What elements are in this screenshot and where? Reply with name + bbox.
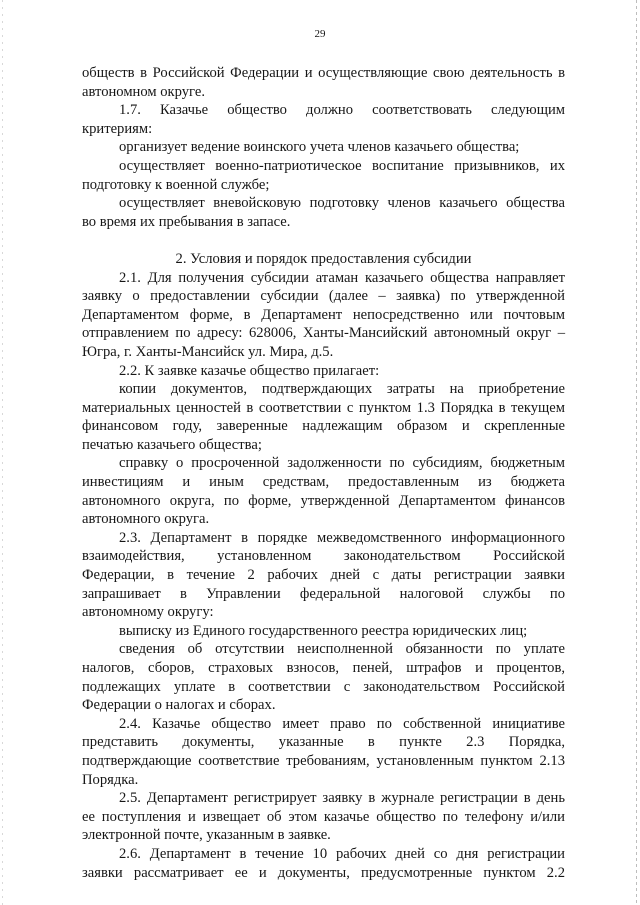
paragraph — [82, 789, 565, 845]
text-line: 2.6. Департамент в течение 10 рабочих дней со дня регистрации — [119, 845, 565, 862]
text-line: автономному округу: — [82, 604, 214, 621]
text-line: взаимодействия, установленном законодательством Российской — [82, 548, 565, 565]
paragraph — [82, 157, 565, 194]
paragraph — [82, 101, 565, 138]
text-line: запрашивает в Управлении федеральной налоговой службы по — [82, 585, 565, 602]
paragraph — [82, 64, 565, 101]
paragraph — [82, 380, 565, 454]
text-line: материальных ценностей в соответствии с пунктом 1.3 Порядка в текущем — [82, 399, 565, 416]
text-line: автономного округа, по форме, утвержденной Департаментом финансов — [82, 492, 565, 509]
paragraph — [82, 622, 565, 641]
text-line: заявку о предоставлении субсидии (далее – заявка) по утвержденной — [82, 288, 565, 305]
text-line: осуществляет вневойсковую подготовку членов казачьего общества — [119, 195, 565, 212]
scan-edge-left — [2, 0, 3, 905]
text-line: 2.3. Департамент в порядке межведомственного информационного — [119, 529, 565, 546]
paragraph — [82, 194, 565, 231]
text-line: 1.7. Казачье общество должно соответствовать следующим — [119, 102, 565, 119]
text-line: печатью казачьего общества; — [82, 436, 262, 453]
paragraph — [82, 640, 565, 714]
page-number: 29 — [314, 28, 326, 40]
paragraph — [82, 845, 565, 882]
text-line: обществ в Российской Федерации и осуществляющие свою деятельность в — [82, 65, 565, 81]
text-line: заявки рассматривает ее и документы, предусмотренные пунктом 2.2 — [82, 864, 565, 881]
text-line: электронной почте, указанным в заявке. — [82, 827, 331, 844]
text-line: Федерации о налогах и сборах. — [82, 697, 276, 714]
paragraph — [82, 362, 565, 381]
text-line: финансовом году, заверенные надлежащим образом и скрепленные — [82, 418, 565, 435]
section-gap — [82, 231, 565, 250]
paragraph — [82, 715, 565, 789]
text-line: автономном округе. — [82, 83, 205, 100]
text-line: подлежащих уплате в соответствии с законодательством Российской — [82, 678, 565, 695]
text-line: осуществляет военно-патриотическое воспитание призывников, их — [119, 157, 565, 174]
text-line: ее поступления и извещает об этом казачье общество по телефону и/или — [82, 808, 565, 825]
text-line: 2. Условия и порядок предоставления субсидии — [175, 250, 472, 267]
text-line: справку о просроченной задолженности по субсидиям, бюджетным — [119, 455, 565, 472]
text-line: подготовку к военной службе; — [82, 176, 270, 193]
text-line: копии документов, подтверждающих затраты на приобретение — [119, 381, 565, 398]
text-line: Департаментом форме, в Департамент непосредственно или почтовым — [82, 306, 565, 323]
paragraph — [82, 269, 565, 362]
paragraph — [82, 454, 565, 528]
text-line: критериям: — [82, 120, 153, 137]
text-line: организует ведение воинского учета членов казачьего общества; — [119, 139, 520, 156]
text-line: Югра, г. Ханты-Мансийск ул. Мира, д.5. — [82, 343, 334, 360]
text-line: 2.2. К заявке казачье общество прилагает: — [119, 362, 380, 379]
text-line: представить документы, указанные в пункте 2.3 Порядка, — [82, 734, 565, 751]
text-line: 2.1. Для получения субсидии атаман казачьего общества направляет — [119, 269, 565, 286]
paragraph — [82, 529, 565, 622]
text-line: автономного округа. — [82, 511, 210, 528]
text-line: Порядка. — [82, 771, 139, 788]
text-line: во время их пребывания в запасе. — [82, 213, 291, 230]
text-line: сведения об отсутствии неисполненной обязанности по уплате — [119, 641, 565, 658]
document-body — [82, 64, 565, 882]
text-line: выписку из Единого государственного реестра юридических лиц; — [119, 622, 528, 639]
text-line: 2.5. Департамент регистрирует заявку в журнале регистрации в день — [119, 790, 565, 807]
scan-edge-right — [636, 0, 637, 905]
paragraph — [82, 138, 565, 157]
text-line: налогов, сборов, страховых взносов, пеней, штрафов и процентов, — [82, 660, 565, 676]
text-line: подтверждающие соответствие требованиям, установленным пунктом 2.13 — [82, 752, 565, 769]
text-line: инвестициям и иным средствам, предоставленным из бюджета — [82, 474, 565, 491]
text-line: отправлением по адресу: 628006, Ханты-Мансийский автономный округ – — [82, 325, 565, 342]
text-line: 2.4. Казачье общество имеет право по собственной инициативе — [119, 715, 565, 732]
text-line: Федерации, в течение 2 рабочих дней с даты регистрации заявки — [82, 567, 565, 584]
section-heading — [82, 250, 565, 269]
